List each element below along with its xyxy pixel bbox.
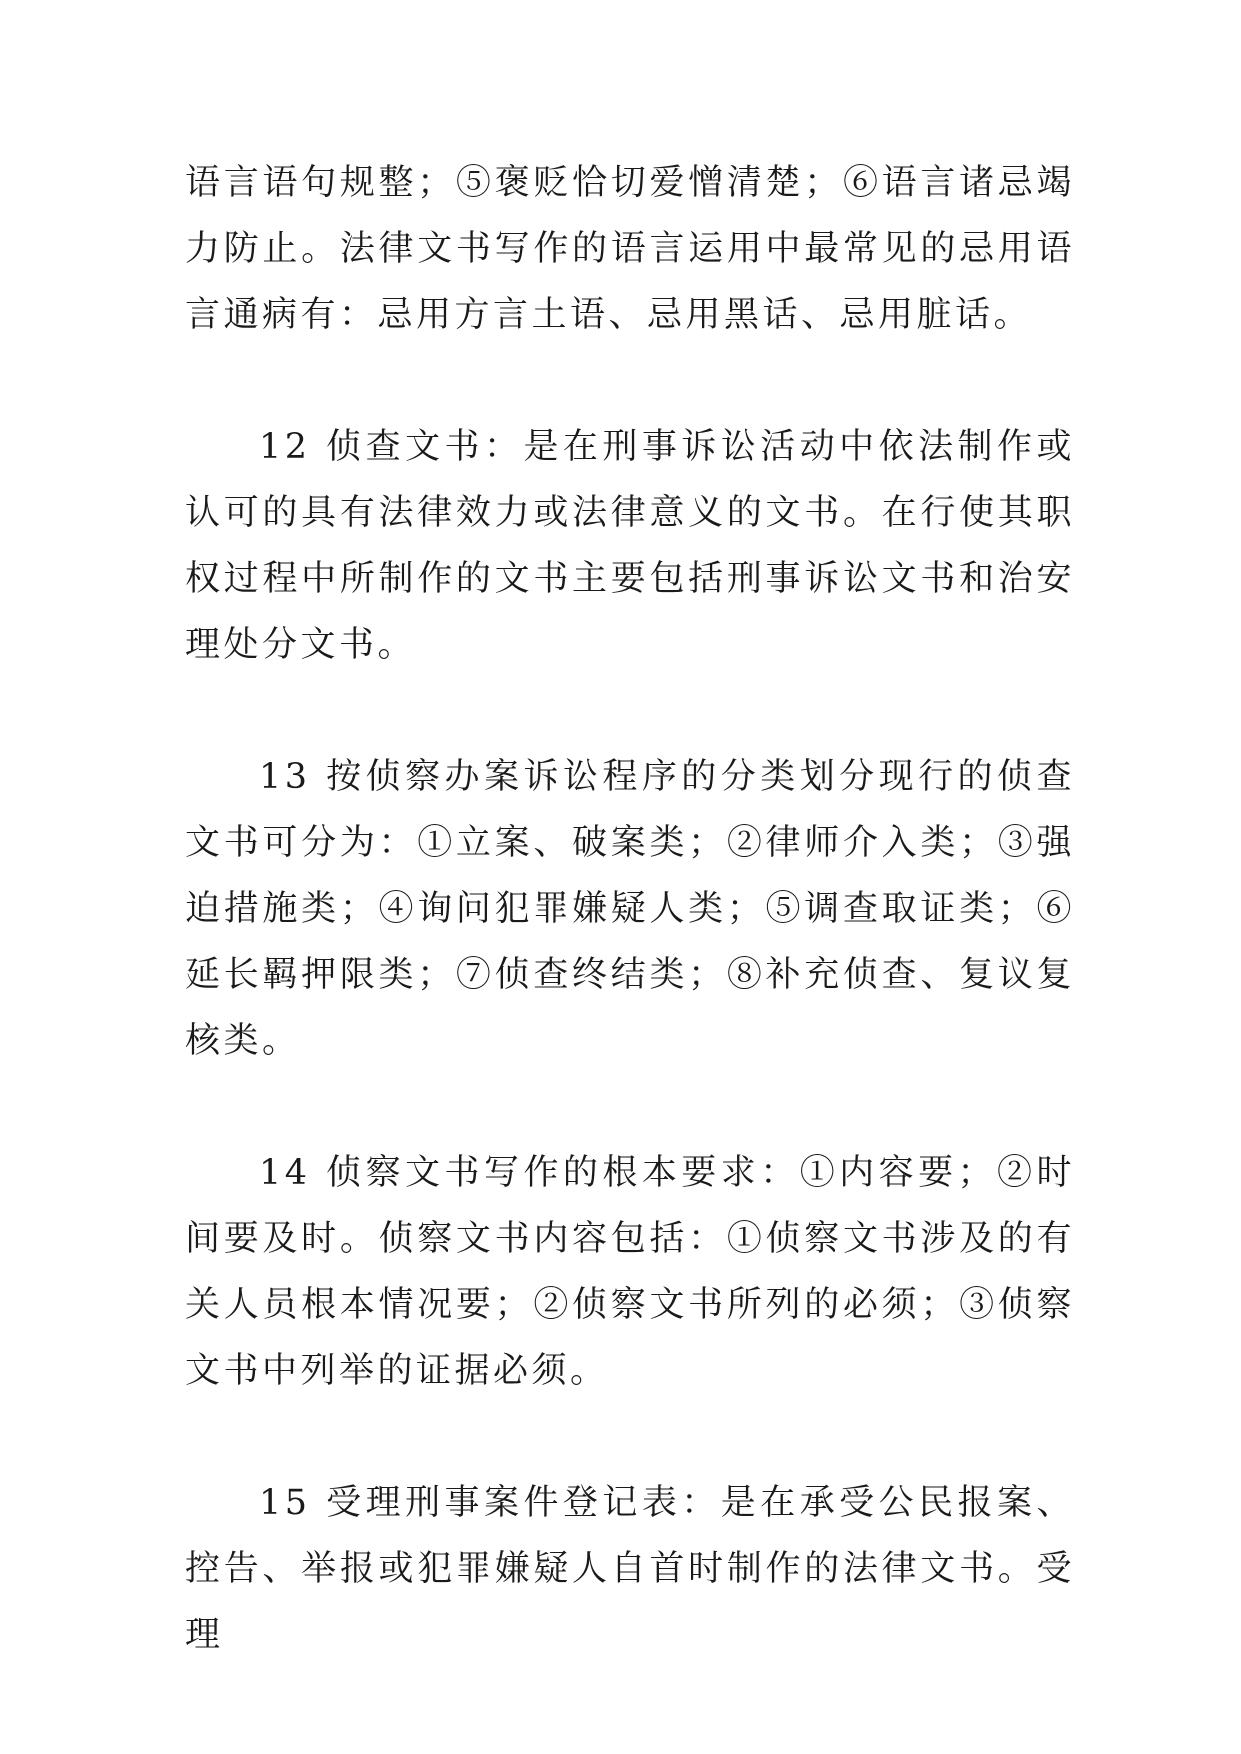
document-body: [185, 150, 1075, 1668]
paragraph-continued: [185, 150, 1075, 348]
paragraph-13: [185, 744, 1075, 1074]
paragraph-number: 14: [259, 1153, 311, 1193]
paragraph-15: [185, 1470, 1075, 1668]
paragraph-12: [185, 414, 1075, 678]
paragraph-14: [185, 1140, 1075, 1404]
paragraph-number: 13: [259, 757, 311, 797]
paragraph-text: 按侦察办案诉讼程序的分类划分现行的侦查文书可分为：①立案、破案类；②律师介入类；③强迫措施类；④询问犯罪嫌疑人类；⑤调查取证类；⑥延长羁押限类；⑦侦查终结类；⑧补充侦查、复议复核类。: [185, 757, 1075, 1061]
paragraph-number: 12: [259, 427, 311, 467]
paragraph-text: 语言语句规整；⑤褒贬恰切爱憎清楚；⑥语言诸忌竭力防止。法律文书写作的语言运用中最常见的忌用语言通病有：忌用方言土语、忌用黑话、忌用脏话。: [185, 163, 1075, 335]
paragraph-text: 侦察文书写作的根本要求：①内容要；②时间要及时。侦察文书内容包括：①侦察文书涉及的有关人员根本情况要；②侦察文书所列的必须；③侦察文书中列举的证据必须。: [185, 1153, 1075, 1391]
paragraph-text: 受理刑事案件登记表：是在承受公民报案、控告、举报或犯罪嫌疑人自首时制作的法律文书。受理: [185, 1483, 1075, 1655]
paragraph-text: 侦查文书：是在刑事诉讼活动中依法制作或认可的具有法律效力或法律意义的文书。在行使其职权过程中所制作的文书主要包括刑事诉讼文书和治安理处分文书。: [185, 427, 1075, 665]
paragraph-number: 15: [259, 1483, 311, 1523]
